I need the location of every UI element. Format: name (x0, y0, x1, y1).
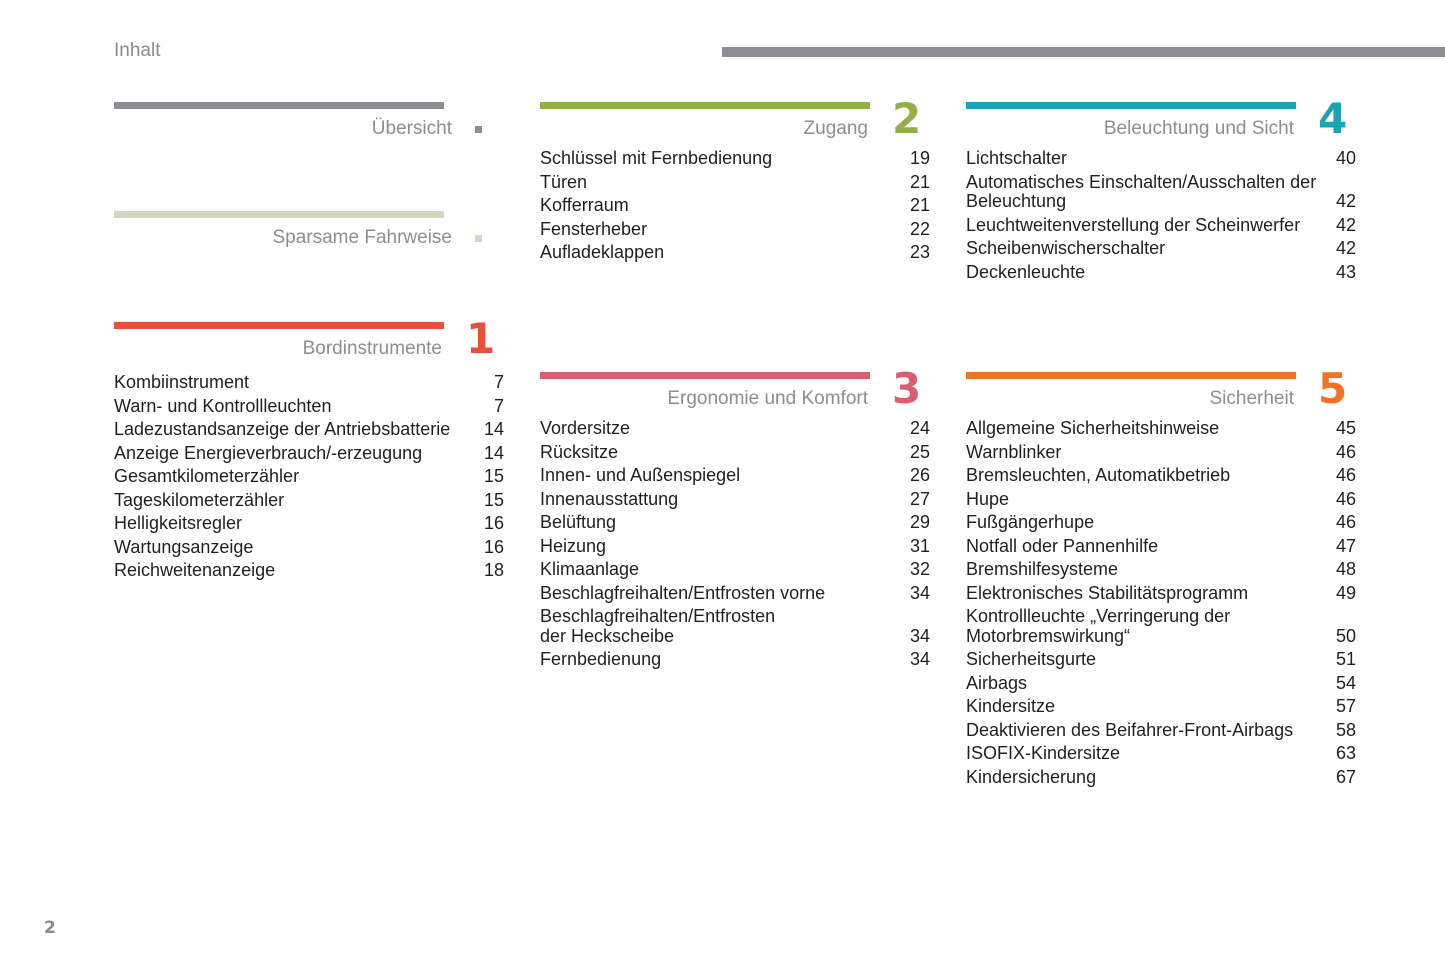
toc-entry-title: Heizung (540, 535, 607, 556)
section-title[interactable]: Bordinstrumente (302, 338, 442, 359)
toc-entry[interactable] (540, 149, 930, 169)
section-uebersicht[interactable] (114, 102, 504, 142)
toc-entry-page: 48 (1335, 559, 1356, 579)
section-number: 2 (892, 94, 922, 143)
toc-entry-title: Deckenleuchte (966, 261, 1086, 282)
toc-entry[interactable] (540, 443, 930, 463)
toc-entry[interactable] (966, 149, 1356, 169)
toc-entry-page: 34 (909, 582, 930, 603)
toc-entry-title: Fernbedienung (540, 649, 662, 669)
toc-entry[interactable] (540, 466, 930, 486)
toc-entry-title: Gesamtkilometerzähler (114, 466, 300, 486)
toc-entry[interactable] (540, 243, 930, 263)
toc-entry[interactable] (114, 467, 504, 487)
toc-list (540, 149, 930, 267)
toc-entry-title: Fußgängerhupe (966, 512, 1095, 532)
toc-entry-page: 23 (909, 242, 930, 262)
toc-entry-page: 27 (909, 488, 930, 509)
toc-entry-page: 46 (1335, 488, 1356, 509)
toc-entry-title: Anzeige Energieverbrauch/-erzeugung (114, 442, 423, 463)
toc-entry-page: 14 (483, 419, 504, 439)
toc-entry-page: 51 (1335, 649, 1356, 669)
section-marker (475, 126, 482, 133)
toc-entry[interactable] (966, 419, 1356, 439)
section-bar (540, 372, 870, 379)
toc-entry[interactable] (966, 490, 1356, 510)
toc-entry[interactable] (540, 196, 930, 216)
toc-entry-page: 42 (1335, 191, 1356, 211)
toc-entry-title: Innen- und Außenspiegel (540, 465, 741, 485)
toc-entry-title: Kofferraum (540, 195, 629, 215)
toc-entry-page: 19 (909, 148, 930, 168)
toc-entry-title: Deaktivieren des Beifahrer-Front-Airbags (966, 719, 1294, 740)
section-bar (114, 211, 444, 218)
toc-entry-page: 67 (1335, 766, 1356, 787)
toc-entry-title: Beschlagfreihalten/Entfrosten vorne (540, 582, 826, 603)
toc-entry-title: Warn- und Kontrollleuchten (114, 395, 332, 416)
section-number: 3 (892, 364, 922, 413)
page-number: 2 (44, 918, 56, 938)
toc-entry-page: 54 (1335, 672, 1356, 693)
toc-entry-page: 34 (909, 625, 930, 646)
toc-entry-title: Kontrollleuchte „Verringerung der Motorbremswirkung“ (966, 606, 1231, 646)
toc-entry[interactable] (966, 721, 1356, 741)
toc-entry-page: 42 (1335, 214, 1356, 235)
toc-entry-title: Vordersitze (540, 418, 631, 438)
toc-entry-page: 21 (909, 171, 930, 192)
section-marker (475, 235, 482, 242)
toc-entry-title: Elektronisches Stabilitätsprogramm (966, 582, 1249, 603)
toc-entry[interactable] (966, 584, 1356, 604)
section-bar (966, 102, 1296, 109)
toc-entry-title: Tageskilometerzähler (114, 489, 285, 510)
toc-entry-title: Kindersitze (966, 696, 1056, 716)
toc-entry-page: 26 (909, 465, 930, 485)
toc-entry-title: Türen (540, 171, 588, 192)
toc-entry-page: 15 (483, 466, 504, 486)
toc-entry[interactable] (540, 584, 930, 604)
toc-entry-page: 34 (909, 649, 930, 669)
section-bar (114, 102, 444, 109)
toc-entry[interactable] (966, 744, 1356, 764)
section-number: 4 (1318, 94, 1348, 143)
toc-entry[interactable] (540, 537, 930, 557)
toc-entry-page: 16 (483, 513, 504, 533)
toc-entry-title: Fensterheber (540, 218, 648, 239)
toc-entry-title: Wartungsanzeige (114, 536, 254, 557)
toc-entry-page: 46 (1335, 512, 1356, 532)
toc-entry-page: 25 (909, 441, 930, 462)
section-bar (114, 322, 444, 329)
toc-entry-title: ISOFIX-Kindersitze (966, 743, 1121, 763)
toc-entry[interactable] (114, 561, 504, 581)
toc-entry[interactable] (966, 513, 1356, 533)
toc-entry-title: Belüftung (540, 512, 617, 532)
toc-entry-page: 63 (1335, 743, 1356, 763)
toc-entry[interactable] (114, 373, 504, 393)
toc-entry[interactable] (966, 239, 1356, 259)
toc-entry-title: Helligkeitsregler (114, 513, 243, 533)
toc-entry-page: 50 (1335, 625, 1356, 646)
toc-entry-page: 43 (1335, 261, 1356, 282)
toc-entry-page: 24 (909, 418, 930, 438)
section-title[interactable]: Übersicht (371, 118, 452, 139)
toc-entry-title: Kindersicherung (966, 766, 1097, 787)
toc-entry[interactable] (114, 397, 504, 417)
section-title[interactable]: Ergonomie und Komfort (667, 388, 868, 409)
toc-entry[interactable] (966, 768, 1356, 788)
toc-entry-page: 18 (483, 560, 504, 580)
toc-entry-title: Sicherheitsgurte (966, 649, 1097, 669)
toc-entry-page: 32 (909, 559, 930, 579)
toc-entry-title: Rücksitze (540, 441, 619, 462)
section-number: 5 (1318, 364, 1348, 413)
toc-entry[interactable] (966, 650, 1356, 670)
toc-entry[interactable] (966, 443, 1356, 463)
toc-entry[interactable] (540, 607, 930, 646)
toc-entry-page: 7 (493, 372, 504, 392)
toc-entry[interactable] (540, 173, 930, 193)
page-header-label: Inhalt (114, 40, 161, 61)
toc-entry-title: Notfall oder Pannenhilfe (966, 535, 1159, 556)
toc-entry[interactable] (540, 650, 930, 670)
toc-entry[interactable] (540, 490, 930, 510)
section-bar (966, 372, 1296, 379)
section-title[interactable]: Beleuchtung und Sicht (1103, 118, 1294, 139)
toc-entry[interactable] (966, 697, 1356, 717)
toc-entry[interactable] (966, 466, 1356, 486)
toc-entry-page: 29 (909, 512, 930, 532)
toc-entry[interactable] (114, 538, 504, 558)
toc-entry-title: Aufladeklappen (540, 242, 665, 262)
toc-list (966, 419, 1356, 791)
toc-entry-page: 7 (493, 395, 504, 416)
toc-entry-title: Bremsleuchten, Automatikbetrieb (966, 465, 1231, 485)
toc-entry-page: 40 (1335, 148, 1356, 168)
toc-entry-title: Airbags (966, 672, 1028, 693)
toc-entry[interactable] (114, 420, 504, 440)
toc-entry[interactable] (540, 513, 930, 533)
toc-entry[interactable] (966, 216, 1356, 236)
toc-entry-title: Leuchtweitenverstellung der Scheinwerfer (966, 214, 1301, 235)
toc-entry-page: 15 (483, 489, 504, 510)
toc-entry[interactable] (966, 263, 1356, 283)
section-title[interactable]: Sparsame Fahrweise (272, 227, 452, 248)
toc-entry-page: 46 (1335, 441, 1356, 462)
toc-entry-title: Automatisches Einschalten/Ausschalten der Beleuchtung (966, 171, 1317, 211)
toc-entry-title: Schlüssel mit Fernbedienung (540, 148, 773, 168)
toc-entry-title: Lichtschalter (966, 148, 1068, 168)
toc-entry-page: 16 (483, 536, 504, 557)
toc-entry-title: Klimaanlage (540, 559, 640, 579)
toc-entry[interactable] (966, 560, 1356, 580)
toc-entry[interactable] (966, 173, 1356, 212)
toc-entry-title: Ladezustandsanzeige der Antriebsbatterie (114, 419, 451, 439)
section-number: 1 (466, 314, 496, 363)
toc-entry-page: 21 (909, 195, 930, 215)
toc-entry-title: Warnblinker (966, 441, 1062, 462)
section-bar (540, 102, 870, 109)
toc-entry-page: 42 (1335, 238, 1356, 258)
toc-entry-title: Scheibenwischerschalter (966, 238, 1166, 258)
toc-entry[interactable] (966, 674, 1356, 694)
header-rule (722, 47, 1445, 57)
toc-entry[interactable] (540, 220, 930, 240)
toc-entry-page: 45 (1335, 418, 1356, 438)
toc-entry[interactable] (540, 560, 930, 580)
toc-entry-title: Beschlagfreihalten/Entfrosten der Heckscheibe (540, 606, 776, 646)
section-sparsame-fahrweise[interactable] (114, 211, 504, 251)
toc-entry[interactable] (114, 444, 504, 464)
toc-entry[interactable] (540, 419, 930, 439)
section-title[interactable]: Zugang (803, 118, 868, 139)
toc-entry-page: 31 (909, 535, 930, 556)
toc-entry[interactable] (966, 537, 1356, 557)
toc-entry[interactable] (114, 514, 504, 534)
toc-entry-title: Innenausstattung (540, 488, 679, 509)
toc-entry[interactable] (114, 491, 504, 511)
toc-entry-title: Kombiinstrument (114, 372, 250, 392)
toc-entry-page: 57 (1335, 696, 1356, 716)
toc-entry-page: 47 (1335, 535, 1356, 556)
toc-list (966, 149, 1356, 286)
toc-entry-title: Bremshilfesysteme (966, 559, 1119, 579)
toc-entry-page: 14 (483, 442, 504, 463)
toc-entry[interactable] (966, 607, 1356, 646)
toc-entry-page: 22 (909, 218, 930, 239)
toc-entry-page: 46 (1335, 465, 1356, 485)
toc-entry-title: Reichweitenanzeige (114, 560, 276, 580)
section-title[interactable]: Sicherheit (1209, 388, 1294, 409)
toc-list (540, 419, 930, 674)
toc-entry-page: 49 (1335, 582, 1356, 603)
toc-entry-title: Hupe (966, 488, 1010, 509)
toc-list (114, 373, 504, 585)
toc-entry-title: Allgemeine Sicherheitshinweise (966, 418, 1220, 438)
toc-entry-page: 58 (1335, 719, 1356, 740)
